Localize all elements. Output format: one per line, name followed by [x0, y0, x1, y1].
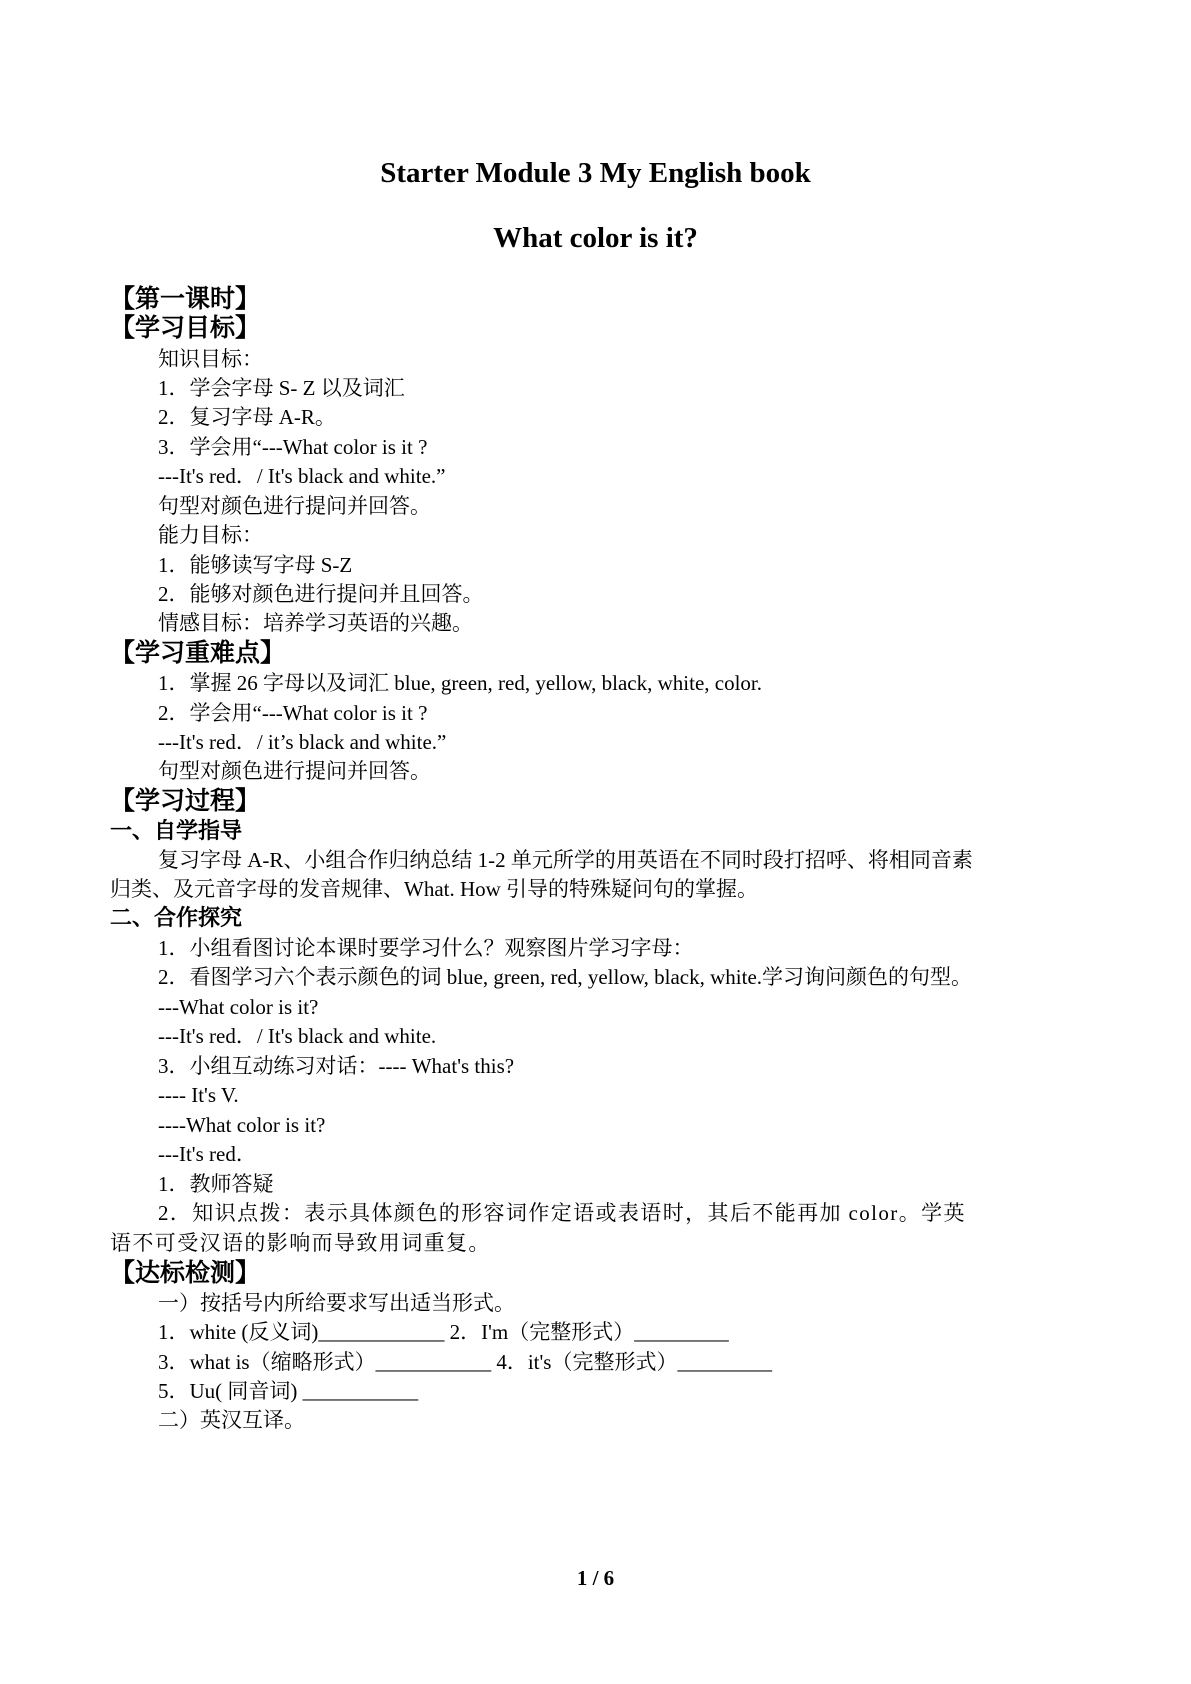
cooperation-line: ---- It's V. — [158, 1083, 239, 1107]
test-line: 1．white (反义词)____________ 2．I'm（完整形式）_________ — [158, 1320, 729, 1344]
objective-line: 2．复习字母 A-R。 — [158, 405, 336, 429]
objective-line: 知识目标： — [158, 347, 263, 371]
self-study-heading: 一、自学指导 — [110, 818, 243, 843]
objective-line: 2．能够对颜色进行提问并且回答。 — [158, 582, 484, 606]
self-study-text: 归类、及元音字母的发音规律、What. How 引导的特殊疑问句的掌握。 — [110, 877, 759, 901]
keypoint-line: 2．学会用“---What color is it ? — [158, 701, 428, 725]
cooperation-heading: 二、合作探究 — [110, 905, 243, 930]
document-subtitle: What color is it? — [493, 222, 698, 254]
objective-line: 情感目标：培养学习英语的兴趣。 — [158, 611, 473, 635]
objective-line: ---It's red．/ It's black and white.” — [158, 464, 446, 488]
process-heading: 【学习过程】 — [110, 788, 261, 815]
cooperation-line: ---It's red．/ It's black and white. — [158, 1024, 437, 1048]
objective-line: 1．学会字母 S- Z 以及词汇 — [158, 376, 405, 400]
tip-text: 2．知识点拨：表示具体颜色的形容词作定语或表语时，其后不能再加 color。学英 — [158, 1201, 966, 1225]
test-line: 3．what is（缩略形式）___________ 4．it's（完整形式）_________ — [158, 1350, 772, 1374]
lesson-heading: 【第一课时】 — [110, 286, 261, 313]
objective-line: 3．学会用“---What color is it ? — [158, 435, 428, 459]
keypoints-heading: 【学习重难点】 — [110, 640, 286, 667]
test-line: 一）按括号内所给要求写出适当形式。 — [158, 1291, 515, 1315]
objective-line: 1．能够读写字母 S-Z — [158, 553, 353, 577]
objective-line: 能力目标： — [158, 523, 263, 547]
objective-line: 句型对颜色进行提问并回答。 — [158, 494, 431, 518]
cooperation-line: 3．小组互动练习对话：---- What's this? — [158, 1054, 515, 1078]
self-study-text: 复习字母 A-R、小组合作归纳总结 1-2 单元所学的用英语在不同时段打招呼、将相同音素 — [158, 848, 973, 872]
tip-text: 语不可受汉语的影响而导致用词重复。 — [110, 1231, 491, 1255]
test-line: 5．Uu( 同音词) ___________ — [158, 1379, 419, 1403]
keypoint-line: 1．掌握 26 字母以及词汇 blue, green, red, yellow, black, white, color. — [158, 671, 763, 695]
page-number: 1 / 6 — [576, 1566, 615, 1590]
cooperation-line: ---It's red． — [158, 1142, 257, 1166]
keypoint-line: ---It's red．/ it’s black and white.” — [158, 730, 447, 754]
objectives-heading: 【学习目标】 — [110, 315, 261, 342]
document-title: Starter Module 3 My English book — [380, 157, 811, 189]
keypoint-line: 句型对颜色进行提问并回答。 — [158, 759, 431, 783]
cooperation-line: ---What color is it? — [158, 995, 319, 1019]
cooperation-line: 1．小组看图讨论本课时要学习什么？观察图片学习字母： — [158, 936, 694, 960]
cooperation-line: 1．教师答疑 — [158, 1172, 274, 1196]
cooperation-line: ----What color is it? — [158, 1113, 326, 1137]
test-line: 二）英汉互译。 — [158, 1408, 305, 1432]
cooperation-line: 2．看图学习六个表示颜色的词 blue, green, red, yellow, black, white.学习询问颜色的句型。 — [158, 965, 973, 989]
test-heading: 【达标检测】 — [110, 1260, 261, 1287]
